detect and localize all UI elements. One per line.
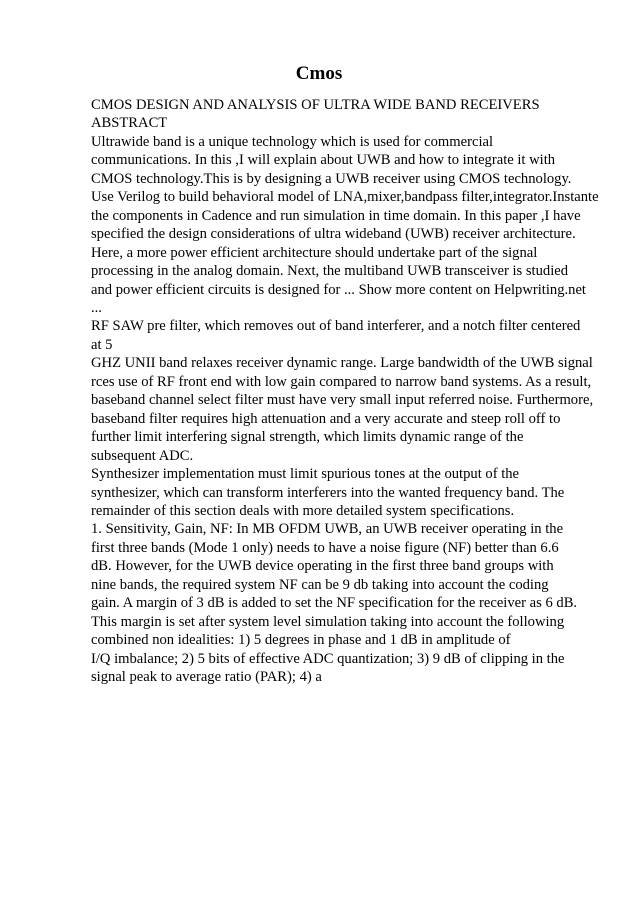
text-line: CMOS technology.This is by designing a UWB receiver using CMOS technology. <box>91 170 572 187</box>
text-line: combined non idealities: 1) 5 degrees in phase and 1 dB in amplitude of <box>91 632 511 649</box>
text-line: further limit interfering signal strength, which limits dynamic range of the <box>91 429 524 446</box>
text-line: signal peak to average ratio (PAR); 4) a <box>91 669 322 686</box>
text-line: Synthesizer implementation must limit spurious tones at the output of the <box>91 466 520 483</box>
document-title: Cmos <box>295 63 343 84</box>
document-body <box>91 96 611 687</box>
text-line: rces use of RF front end with low gain compared to narrow band systems. As a result, <box>91 373 592 390</box>
text-line: I/Q imbalance; 2) 5 bits of effective ADC quantization; 3) 9 dB of clipping in the <box>91 650 565 667</box>
text-line: GHZ UNII band relaxes receiver dynamic range. Large bandwidth of the UWB signal <box>91 355 593 372</box>
text-line: gain. A margin of 3 dB is added to set the NF specification for the receiver as 6 dB. <box>91 595 578 612</box>
text-line: subsequent ADC. <box>91 447 194 464</box>
text-line: first three bands (Mode 1 only) needs to have a noise figure (NF) better than 6.6 <box>91 539 559 556</box>
text-line: and power efficient circuits is designed for ... Show more content on Helpwriting.net <box>91 281 586 298</box>
text-line: dB. However, for the UWB device operating in the first three band groups with <box>91 558 554 575</box>
text-line: Ultrawide band is a unique technology which is used for commercial <box>91 133 494 150</box>
text-line: synthesizer, which can transform interferers into the wanted frequency band. The <box>91 484 565 501</box>
text-line: baseband filter requires high attenuation and a very accurate and steep roll off to <box>91 410 561 427</box>
text-line: specified the design considerations of ultra wideband (UWB) receiver architecture. <box>91 226 576 243</box>
text-line: at 5 <box>91 336 113 353</box>
text-line: Use Verilog to build behavioral model of LNA,mixer,bandpass filter,integrator.Instante <box>91 189 599 206</box>
text-line: the components in Cadence and run simulation in time domain. In this paper ,I have <box>91 207 581 224</box>
text-line: baseband channel select filter must have very small input referred noise. Furthermore, <box>91 392 594 409</box>
text-line: nine bands, the required system NF can be 9 db taking into account the coding <box>91 576 549 593</box>
text-line: processing in the analog domain. Next, the multiband UWB transceiver is studied <box>91 263 569 280</box>
text-line: ABSTRACT <box>91 115 168 132</box>
text-line: communications. In this ,I will explain about UWB and how to integrate it with <box>91 152 556 169</box>
text-line: remainder of this section deals with more detailed system specifications. <box>91 502 515 519</box>
text-line: This margin is set after system level simulation taking into account the following <box>91 613 565 630</box>
text-line: ... <box>91 299 102 316</box>
text-line: RF SAW pre filter, which removes out of band interferer, and a notch filter centered <box>91 318 581 335</box>
text-line: CMOS DESIGN AND ANALYSIS OF ULTRA WIDE BAND RECEIVERS <box>91 97 540 113</box>
text-line: 1. Sensitivity, Gain, NF: In MB OFDM UWB, an UWB receiver operating in the <box>91 521 564 538</box>
text-line: Here, a more power efficient architecture should undertake part of the signal <box>91 244 538 261</box>
